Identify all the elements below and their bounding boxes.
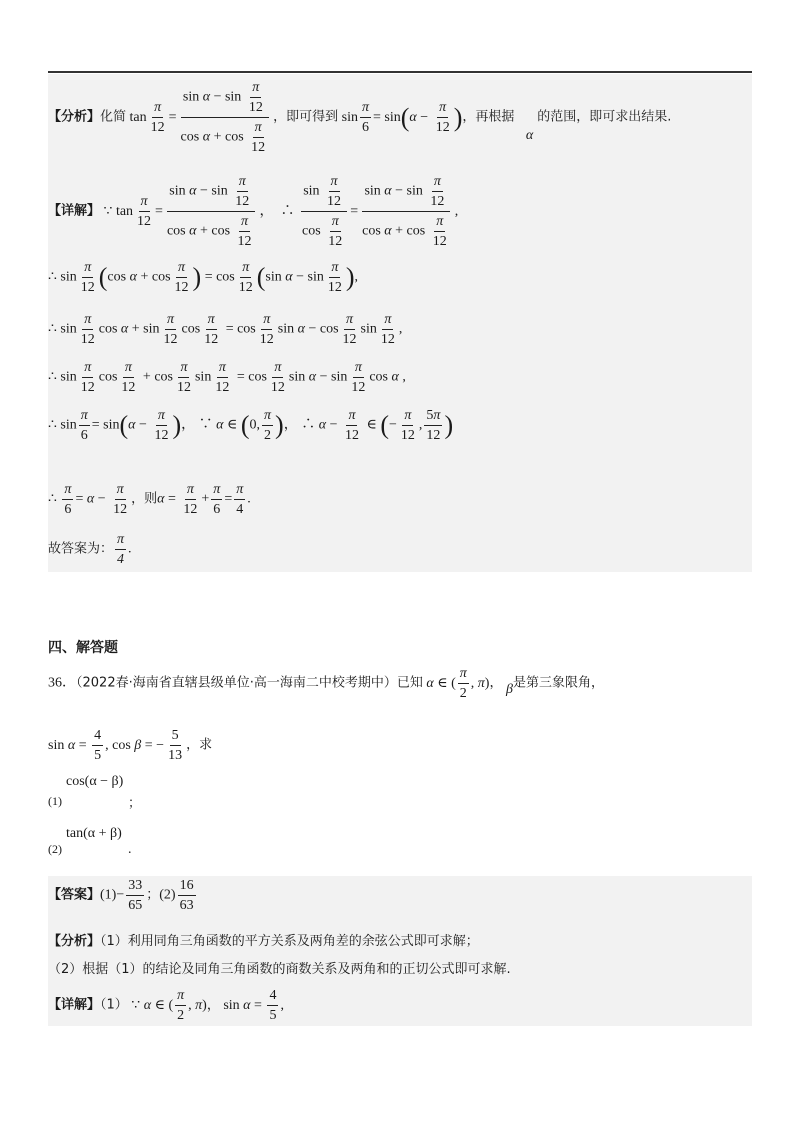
solution-panel-2: [48, 876, 752, 1026]
top-rule: [48, 71, 752, 73]
detail-comma-1: ，: [206, 997, 220, 1013]
detail-line-4: ∴ sin $\frac{\pi}{12}$ cos $\frac{\pi}{12}$ + cos $\frac{\pi}{12}$ sin $\frac{\pi}{12}$ = cos $\frac{\pi}{12}$ sin α − sin $\frac{\pi}{12}$ cos α ,: [48, 360, 406, 395]
answer-2-frac: [178, 878, 196, 913]
analysis-2-line-2: [48, 958, 511, 978]
ze-text: ，则: [131, 491, 158, 507]
math-detail-eq-1: ∵ tan $\frac{\pi}{12}$ = sin α − sin $\frac{\pi}{12}$ cos α + cos $\frac{\pi}{12}$ ， ∴ sin $\frac{\pi}{12}$ cos $\frac{\pi}{12}$ = sin α − sin $\frac{\pi}{12}$ cos α + cos $\frac{\pi}{12}$ ,: [103, 174, 459, 249]
question-given-line: [48, 728, 212, 763]
part-2-expr: tan(α + β): [66, 826, 122, 841]
because-symbol: ∵: [103, 203, 113, 219]
question-qiu: ，求: [186, 737, 213, 753]
final-answer-label: 故答案为：: [48, 541, 114, 557]
math-alpha-range: α ∈ ( $\frac{\pi}{2}$ , π): [426, 666, 490, 701]
part-1-label: (1): [48, 794, 62, 808]
analysis-text-3: ，再根据: [462, 109, 515, 125]
answer-label: 【答案】: [48, 887, 101, 903]
analysis-2-text-1: （1）利用同角三角函数的平方关系及两角差的余弦公式即可求解；: [100, 934, 479, 949]
final-answer-line: 故答案为： $\frac{\pi}{4}$ .: [48, 532, 132, 567]
math-detail-2: ∵ α ∈ ( $\frac{\pi}{2}$ , π)， sin α = $\frac{4}{5}$ ,: [131, 988, 284, 1023]
detail-2-line: [48, 988, 284, 1023]
math-sin-pi6: sin $\frac{\pi}{6}$ = sin(α − $\frac{\pi}{12}$ ): [341, 100, 463, 135]
analysis-2-text-2: （2）根据（1）的结论及同角三角函数的商数关系及两角和的正切公式即可求解.: [48, 962, 511, 977]
because-symbol-2: ∵: [131, 997, 141, 1013]
analysis-2-line-1: [48, 930, 479, 950]
detail-2-part: （1）: [100, 997, 128, 1013]
question-number: 36．: [48, 675, 76, 691]
analysis-text-1: 化简: [100, 109, 127, 125]
analysis-2-label: 【分析】: [48, 934, 101, 949]
part-2-end: .: [128, 842, 132, 857]
answer-2-label: (2): [159, 887, 176, 903]
answer-1-frac: [126, 878, 144, 913]
analysis-text-2: ，即可得到: [273, 109, 339, 125]
answer-2-num: 16: [178, 878, 196, 896]
answer-2-den: 63: [179, 898, 194, 913]
answer-1-label: (1): [100, 887, 117, 903]
analysis-text-4: 的范围，即可求出结果.: [537, 109, 672, 125]
answer-1-sign: −: [116, 887, 125, 903]
answer-sep: ；: [146, 887, 160, 903]
therefore-symbol: ∴: [280, 203, 295, 219]
analysis-line: [48, 80, 671, 155]
answer-1-den: 65: [128, 898, 143, 913]
analysis-label: 【分析】: [48, 109, 101, 125]
math-alpha: α: [525, 127, 534, 143]
detail-2-label: 【详解】: [48, 997, 101, 1013]
part-2-label: (2): [48, 842, 62, 856]
detail-line-1: [48, 174, 458, 249]
answer-1-num: 33: [126, 878, 144, 896]
detail-line-3: ∴ sin $\frac{\pi}{12}$ cos α + sin $\frac{\pi}{12}$ cos $\frac{\pi}{12}$ = cos $\frac{\pi}{12}$ sin α − cos $\frac{\pi}{12}$ sin $\frac{\pi}{12}$ ,: [48, 312, 403, 347]
question-text-2: 是第三象限角，: [512, 675, 604, 691]
question-source: （2022春·海南省直辖县级单位·高一海南二中校考期中）已知: [76, 675, 423, 691]
math-beta: β: [505, 681, 513, 697]
solution-panel-1: [48, 74, 752, 572]
question-36-line: [48, 666, 604, 701]
part-1-end: ；: [128, 796, 142, 811]
detail-line-2: ∴ sin $\frac{\pi}{12}$ (cos α + cos $\frac{\pi}{12}$ ) = cos $\frac{\pi}{12}$ (sin α − sin $\frac{\pi}{12}$ ),: [48, 260, 359, 295]
final-dot: .: [128, 541, 132, 557]
detail-line-5: ∴ sin $\frac{\pi}{6}$ = sin(α − $\frac{\pi}{12}$ )， ∵ α ∈ (0, $\frac{\pi}{2}$ )， ∴ α − $\frac{\pi}{12}$ ∈ (− $\frac{\pi}{12}$ , $\frac{5\pi}{12}$ ): [48, 408, 454, 443]
part-1-expr: cos(α − β): [66, 774, 124, 789]
section-heading: 四、解答题: [48, 640, 118, 656]
math-given-values: sin α = $\frac{4}{5}$ , cos β = − $\frac{5}{13}$: [48, 728, 183, 763]
question-text-1: ，: [489, 675, 503, 691]
detail-line-6: ∴ $\frac{\pi}{6}$ = α − $\frac{\pi}{12}$ ，则α = $\frac{\pi}{12}$ + $\frac{\pi}{6}$ = $\frac{\pi}{4}$ .: [48, 482, 251, 517]
detail-label: 【详解】: [48, 203, 101, 219]
answer-line: [48, 878, 198, 913]
math-tan-pi12: tan $\frac{\pi}{12}$ = sin α − sin $\frac{\pi}{12}$ cos α + cos $\frac{\pi}{12}$: [130, 110, 274, 125]
